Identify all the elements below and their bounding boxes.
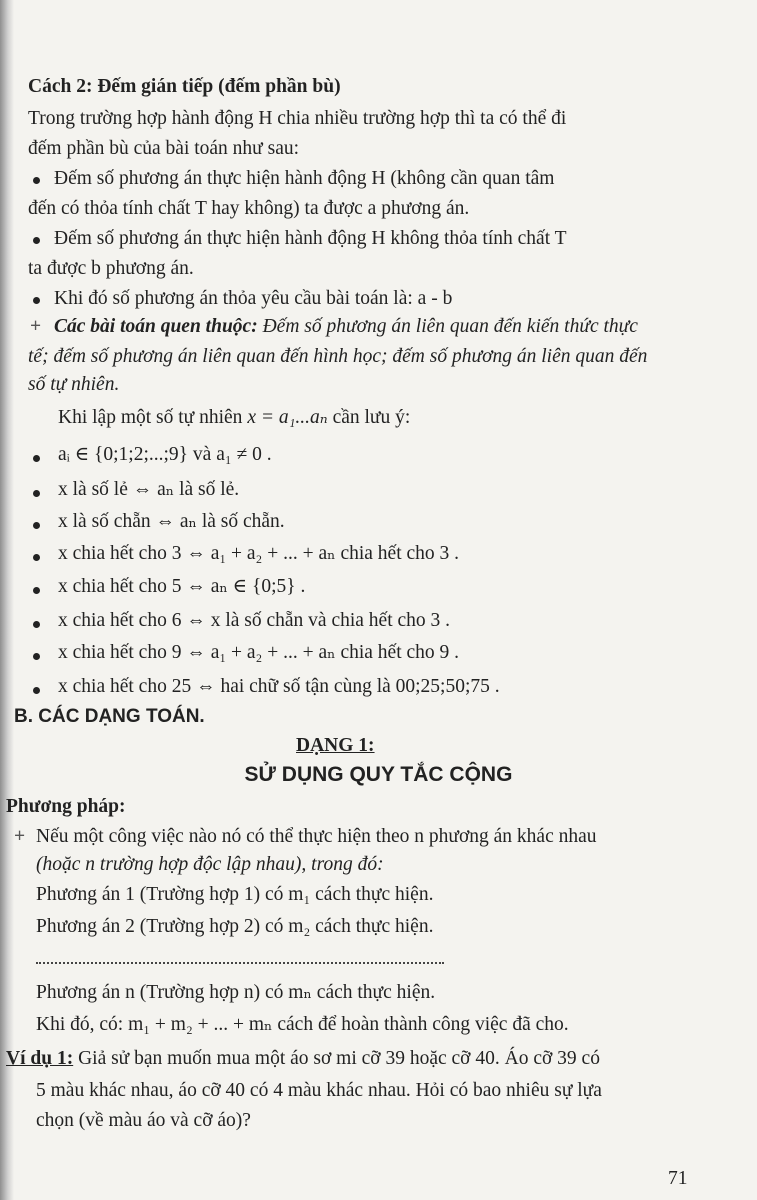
natural-intro-post: cần lưu ý: (327, 407, 411, 428)
familiar-line1 (54, 314, 638, 340)
natural-intro-pre: Khi lập một số tự nhiên (58, 407, 248, 428)
bullet-dot (33, 554, 40, 561)
example-line3: chọn (về màu áo và cỡ áo)? (36, 1110, 251, 1131)
method-line2: (hoặc n trường hợp độc lập nhau), trong đó: (36, 854, 384, 875)
natural-rule: x chia hết cho 6 ⇔ x là số chẵn và chia hết cho 3 . (58, 610, 451, 631)
dang-label: DẠNG 1: (296, 735, 375, 756)
natural-rule: x là số chẵn ⇔ aₙ là số chẵn. (58, 511, 285, 532)
cach2-bullet2-line2: ta được b phương án. (28, 258, 194, 279)
natural-rule: x chia hết cho 3 ⇔ a₁ + a₂ + ... + aₙ chia hết cho 3 . (58, 543, 460, 564)
cach2-bullet2-line1: Đếm số phương án thực hiện hành động H không thỏa tính chất T (54, 228, 567, 249)
familiar-line3: số tự nhiên. (28, 374, 120, 395)
plus-marker: + (30, 316, 42, 337)
bullet-dot (33, 522, 40, 529)
bullet-dot (33, 653, 40, 660)
natural-rule: aᵢ ∈ {0;1;2;...;9} và a₁ ≠ 0 . (58, 444, 272, 465)
cach2-intro-line2: đếm phần bù của bài toán như sau: (28, 138, 300, 159)
bullet-dot (33, 455, 40, 462)
natural-rule: x chia hết cho 9 ⇔ a₁ + a₂ + ... + aₙ chia hết cho 9 . (58, 642, 460, 663)
method-conclusion: Khi đó, có: m₁ + m₂ + ... + mₙ cách để hoàn thành công việc đã cho. (36, 1014, 569, 1035)
example-text: Giả sử bạn muốn mua một áo sơ mi cỡ 39 hoặc cỡ 40. Áo cỡ 39 có (73, 1048, 600, 1069)
method-option-n: Phương án n (Trường hợp n) có mₙ cách thực hiện. (36, 982, 436, 1003)
natural-rule: x là số lẻ ⇔ aₙ là số lẻ. (58, 479, 240, 500)
method-option2: Phương án 2 (Trường hợp 2) có m₂ cách thực hiện. (36, 916, 434, 937)
familiar-text: Đếm số phương án liên quan đến kiến thức thực (257, 316, 638, 337)
method-option1: Phương án 1 (Trường hợp 1) có m₁ cách thực hiện. (36, 884, 434, 905)
cach2-bullet1-line2: đến có thỏa tính chất T hay không) ta được a phương án. (28, 198, 470, 219)
cach2-bullet3: Khi đó số phương án thỏa yêu cầu bài toán là: a - b (54, 288, 453, 309)
book-spine-shadow (0, 0, 14, 1200)
cach2-bullet1-line1: Đếm số phương án thực hiện hành động H (không cần quan tâm (54, 168, 555, 189)
section-heading: B. CÁC DẠNG TOÁN. (14, 706, 205, 727)
bullet-dot (33, 297, 40, 304)
natural-rule: x chia hết cho 5 ⇔ aₙ ∈ {0;5} . (58, 576, 306, 597)
dotted-ellipsis-line (36, 962, 444, 964)
natural-rule: x chia hết cho 25 ⇔ hai chữ số tận cùng là 00;25;50;75 . (58, 676, 500, 697)
bullet-dot (33, 621, 40, 628)
page-number: 71 (668, 1168, 688, 1189)
bullet-dot (33, 237, 40, 244)
natural-intro (58, 405, 410, 431)
familiar-label: Các bài toán quen thuộc: (54, 316, 258, 337)
natural-formula: x = a₁...aₙ (247, 407, 328, 428)
cach2-title: Cách 2: Đếm gián tiếp (đếm phần bù) (28, 76, 341, 97)
method-label: Phương pháp: (6, 796, 126, 817)
example-label: Ví dụ 1: (6, 1048, 74, 1069)
cach2-intro-line1: Trong trường hợp hành động H chia nhiều trường hợp thì ta có thể đi (28, 108, 567, 129)
bullet-dot (33, 490, 40, 497)
method-line1: Nếu một công việc nào nó có thể thực hiện theo n phương án khác nhau (36, 826, 597, 847)
bullet-dot (33, 177, 40, 184)
plus-marker: + (14, 826, 26, 847)
familiar-line2: tế; đếm số phương án liên quan đến hình học; đếm số phương án liên quan đến (28, 346, 648, 367)
bullet-dot (33, 587, 40, 594)
example-line1 (6, 1046, 600, 1072)
dang-title: SỬ DỤNG QUY TẮC CỘNG (244, 763, 513, 786)
example-line2: 5 màu khác nhau, áo cỡ 40 có 4 màu khác nhau. Hỏi có bao nhiêu sự lựa (36, 1080, 602, 1101)
bullet-dot (33, 687, 40, 694)
